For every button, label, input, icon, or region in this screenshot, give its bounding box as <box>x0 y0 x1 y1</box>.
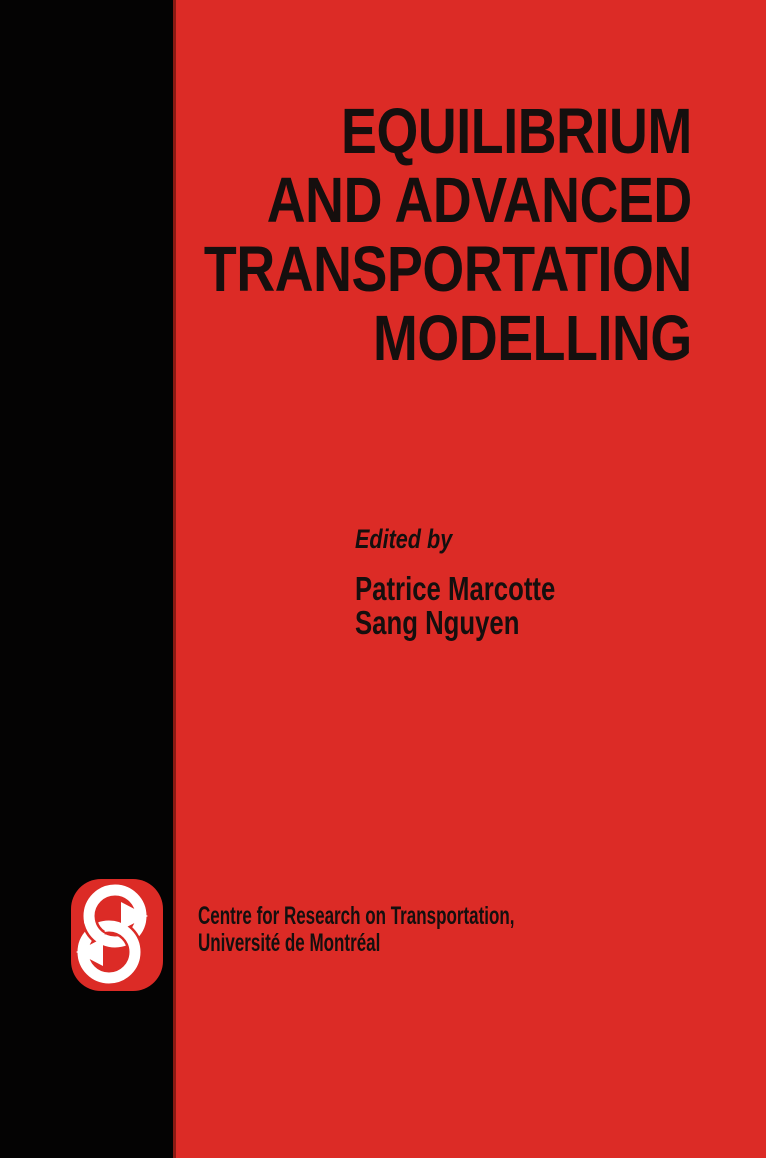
organization-line: Centre for Research on Transportation, <box>198 902 515 930</box>
editor-name: Sang Nguyen <box>355 604 520 641</box>
book-title <box>204 97 692 373</box>
title-line: EQUILIBRIUM <box>341 95 692 167</box>
organization-name <box>198 903 514 957</box>
title-line: TRANSPORTATION <box>204 233 692 305</box>
title-line: AND ADVANCED <box>266 164 692 236</box>
circular-arrows-logo-icon <box>71 879 163 991</box>
edited-by-label: Edited by <box>355 524 453 554</box>
spine-seam-divider <box>173 0 176 1158</box>
editor-names <box>355 572 555 640</box>
organization-line: Université de Montréal <box>198 929 381 957</box>
editor-name: Patrice Marcotte <box>355 570 556 607</box>
title-line: MODELLING <box>373 302 692 374</box>
